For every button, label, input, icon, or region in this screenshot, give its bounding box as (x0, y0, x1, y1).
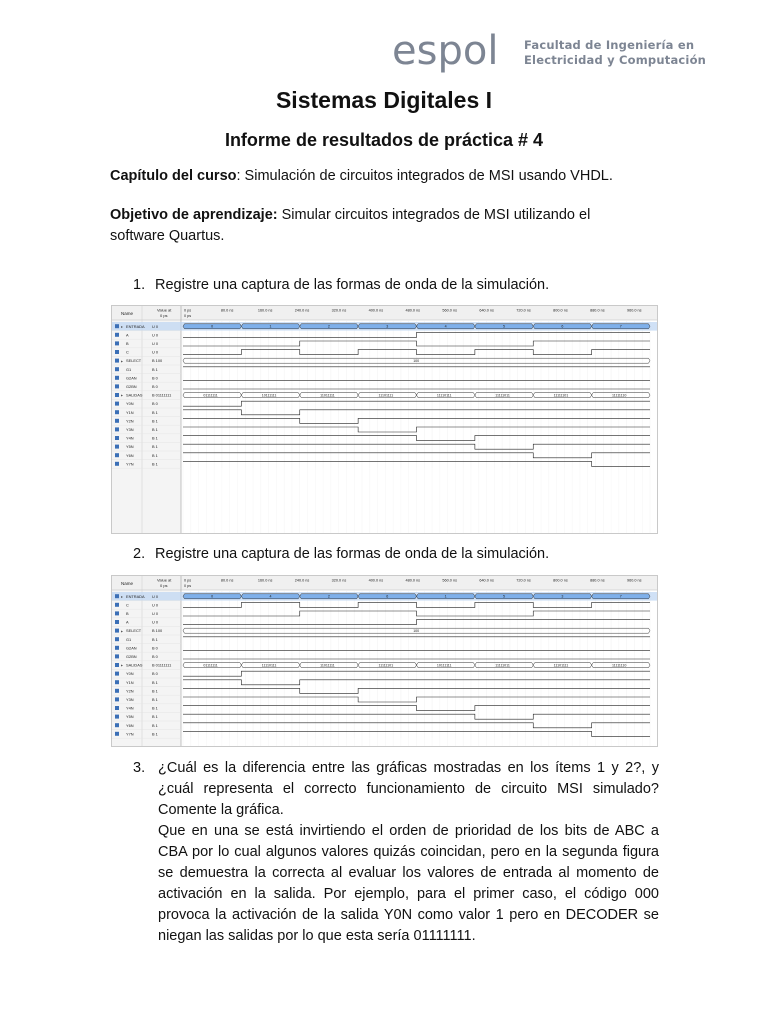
signal-value: U 0 (152, 332, 159, 338)
signal-pin-icon (115, 603, 119, 607)
signal-pin-icon (115, 376, 119, 380)
question-3 (133, 758, 659, 947)
bus-value: 100 (413, 359, 420, 364)
time-tick-label: 320.0 ns (331, 578, 347, 583)
signal-pin-icon (115, 445, 119, 449)
signal-value: U 0 (152, 323, 159, 329)
time-tick-label: 480.0 ns (405, 308, 421, 313)
time-tick-label: 640.0 ns (479, 578, 494, 583)
signal-value: B 1 (152, 435, 158, 441)
signal-pin-icon (115, 706, 119, 710)
time-start-label: 0 ps (184, 584, 192, 588)
waveform-viewer-2 (112, 576, 657, 746)
time-tick-label: 80.0 ns (220, 578, 234, 583)
signal-name: Y4N (126, 705, 134, 711)
bus-value: 10111111 (436, 663, 452, 668)
bus-value: 0 (211, 324, 214, 329)
question-text: ¿Cuál es la diferencia entre las gráficas mostradas en los ítems 1 y 2?, y ¿cuál representa el correcto funcionamiento de circuito MSI simulado? Comente la gráfica. (158, 760, 659, 818)
espol-logo-text: espol (392, 28, 499, 74)
signal-pin-icon (115, 663, 119, 667)
bus-value: 2 (327, 594, 330, 599)
time-tick-label: 880.0 ns (590, 578, 605, 583)
signal-value: B 1 (152, 366, 158, 372)
column-header-name: Name (121, 311, 134, 316)
expand-icon: ▸ (121, 392, 124, 398)
signal-pin-icon (115, 350, 119, 354)
signal-value: U 0 (152, 602, 159, 608)
signal-name: B (126, 341, 129, 346)
bus-value: 7 (619, 324, 622, 329)
signal-value: B 1 (152, 722, 158, 728)
time-tick-label: 560.0 ns (442, 308, 457, 313)
time-tick-label: 960.0 ns (627, 308, 642, 313)
signal-name: Y1N (126, 679, 134, 685)
signal-name: A (126, 619, 129, 625)
signal-value: B 1 (152, 636, 158, 642)
bus-value: 100 (413, 629, 420, 634)
signal-pin-icon (115, 732, 119, 736)
column-header-value: Value at (157, 577, 172, 583)
signal-pin-icon (115, 715, 119, 719)
signal-name: ENTRADA (126, 323, 145, 329)
expand-icon: ▸ (121, 593, 124, 599)
signal-value: B 1 (152, 409, 158, 415)
faculty-line-1: Facultad de Ingeniería en (524, 38, 695, 52)
signal-name: SALIDAS (126, 392, 143, 398)
time-tick-label: 640.0 ns (479, 308, 494, 313)
signal-pin-icon (115, 359, 119, 363)
time-tick-label: 400.0 ns (368, 308, 384, 313)
signal-pin-icon (115, 410, 119, 414)
signal-pin-icon (115, 341, 119, 345)
bus-value: 11111011 (495, 663, 510, 668)
objective-paragraph (110, 205, 635, 247)
answer-text: Que en una se está invirtiendo el orden de prioridad de los bits de ABC a CBA por lo cual algunos valores quizás coincidan, pero en la segunda figura se demuestra la correcta al evaluar los valores de entrada al momento de activación en la salida. Por ejemplo, para el primer caso, el código 000 provoca la activación de la salida Y0N como valor 1 pero en DECODER se niegan las salidas por lo que esta sería 01111111. (158, 823, 659, 944)
bus-value: 11111101 (553, 393, 569, 398)
bus-value: 3 (561, 594, 564, 599)
column-header-value: Value at (157, 307, 172, 313)
time-tick-label: 0 ps (184, 578, 192, 583)
signal-pin-icon (115, 637, 119, 641)
list-item-text: Registre una captura de las formas de onda de la simulación. (155, 546, 550, 562)
chapter-paragraph (110, 166, 660, 187)
signal-pin-icon (115, 324, 119, 328)
bus-value: 10111111 (261, 393, 277, 398)
signal-value: U 0 (152, 349, 159, 355)
signal-value: B 1 (152, 461, 158, 467)
bus-value: 11011111 (320, 393, 335, 398)
signal-value: B 100 (152, 628, 163, 634)
signal-value: B 1 (152, 427, 158, 432)
bus-value: 6 (561, 324, 564, 329)
chapter-text: : Simulación de circuitos integrados de MSI usando VHDL. (236, 168, 613, 184)
bus-value: 1 (444, 594, 447, 599)
signal-value: B 0 (152, 671, 158, 677)
signal-value: B 01111111 (152, 392, 172, 398)
expand-icon: ▸ (121, 628, 124, 634)
signal-pin-icon (115, 333, 119, 337)
time-tick-label: 800.0 ns (553, 578, 568, 583)
signal-name: Y7N (126, 461, 134, 467)
bus-value: 11111110 (612, 663, 627, 668)
signal-pin-icon (115, 611, 119, 615)
signal-pin-icon (115, 629, 119, 633)
time-tick-label: 320.0 ns (331, 308, 347, 313)
time-tick-label: 400.0 ns (368, 578, 384, 583)
bus-value: 7 (619, 594, 622, 599)
time-tick-label: 80.0 ns (220, 308, 234, 313)
bus-value: 4 (444, 324, 447, 329)
signal-pin-icon (115, 402, 119, 406)
time-tick-label: 720.0 ns (516, 308, 531, 313)
signal-value: B 1 (152, 705, 158, 711)
signal-name: SELECT (126, 358, 142, 364)
signal-pin-icon (115, 723, 119, 727)
signal-name: B (126, 611, 129, 616)
signal-name: G2BN (126, 384, 137, 389)
signal-value: B 0 (152, 645, 158, 651)
signal-value: B 1 (152, 679, 158, 685)
signal-pin-icon (115, 646, 119, 650)
column-header-value-time: 0 ps (160, 313, 168, 318)
signal-pin-icon (115, 384, 119, 388)
signal-name: Y1N (126, 409, 134, 415)
waveform-screenshot-2 (111, 575, 658, 747)
signal-name: Y7N (126, 731, 134, 737)
time-tick-label: 240.0 ns (294, 308, 310, 313)
signal-value: B 1 (152, 714, 158, 720)
signal-pin-icon (115, 697, 119, 701)
bus-value: 11110111 (436, 393, 452, 398)
time-start-label: 0 ps (184, 314, 192, 318)
signal-name: ENTRADA (126, 593, 145, 599)
bus-value: 3 (386, 324, 389, 329)
signal-name: Y0N (126, 671, 134, 677)
signal-name: Y5N (126, 444, 134, 450)
signal-value: B 1 (152, 452, 158, 458)
bus-value: 01111111 (203, 663, 218, 668)
expand-icon: ▸ (121, 323, 124, 329)
bus-value: 11111110 (612, 393, 627, 398)
signal-name: G2AN (126, 375, 137, 381)
signal-value: B 1 (152, 688, 158, 694)
signal-value: B 0 (152, 401, 158, 407)
time-tick-label: 960.0 ns (627, 578, 642, 583)
signal-pin-icon (115, 393, 119, 397)
signal-pin-icon (115, 462, 119, 466)
signal-name: Y2N (126, 418, 134, 424)
column-header-value-time: 0 ps (160, 583, 168, 588)
signal-value: B 0 (152, 654, 158, 659)
signal-pin-icon (115, 654, 119, 658)
espol-logo (392, 26, 512, 78)
time-tick-label: 880.0 ns (590, 308, 605, 313)
signal-value: B 1 (152, 444, 158, 450)
waveform-screenshot-1 (111, 305, 658, 534)
bus-value: 5 (502, 594, 505, 599)
expand-icon: ▸ (121, 358, 124, 364)
signal-pin-icon (115, 367, 119, 371)
bus-value: 5 (502, 324, 505, 329)
time-tick-label: 160.0 ns (257, 578, 273, 583)
time-tick-label: 480.0 ns (405, 578, 421, 583)
time-tick-label: 240.0 ns (294, 578, 310, 583)
signal-name: SELECT (126, 628, 142, 634)
bus-value: 4 (269, 594, 272, 599)
time-tick-label: 160.0 ns (257, 308, 273, 313)
signal-value: U 0 (152, 341, 159, 346)
bus-value: 11011111 (320, 663, 335, 668)
signal-name: Y5N (126, 714, 134, 720)
bus-value: 0 (211, 594, 214, 599)
bus-value: 11101111 (553, 663, 569, 668)
bus-value: 11110111 (261, 663, 277, 668)
signal-value: B 0 (152, 384, 158, 389)
bus-value: 11111101 (378, 663, 394, 668)
signal-name: SALIDAS (126, 662, 143, 668)
time-tick-label: 720.0 ns (516, 578, 531, 583)
signal-value: B 1 (152, 697, 158, 702)
list-item-number: 2. (133, 546, 146, 562)
signal-value: U 0 (152, 619, 159, 625)
signal-pin-icon (115, 680, 119, 684)
signal-pin-icon (115, 436, 119, 440)
signal-pin-icon (115, 594, 119, 598)
chapter-label: Capítulo del curso (110, 168, 237, 184)
bus-value: 01111111 (203, 393, 218, 398)
objective-label: Objetivo de aprendizaje: (110, 207, 278, 223)
list-item-number: 1. (133, 277, 146, 293)
objective-text: Simular circuitos integrados de MSI utilizando el software Quartus. (110, 207, 591, 244)
signal-value: B 0 (152, 375, 158, 381)
signal-value: U 0 (152, 593, 159, 599)
signal-value: B 100 (152, 358, 163, 364)
signal-name: C (126, 349, 129, 355)
time-tick-label: 560.0 ns (442, 578, 457, 583)
signal-name: C (126, 602, 129, 608)
page-title: Sistemas Digitales I (275, 87, 493, 113)
signal-name: G1 (126, 636, 132, 642)
signal-pin-icon (115, 689, 119, 693)
expand-icon: ▸ (121, 662, 124, 668)
list-item-text: Registre una captura de las formas de onda de la simulación. (155, 277, 550, 293)
signal-pin-icon (115, 620, 119, 624)
signal-name: G2AN (126, 645, 137, 651)
signal-name: Y6N (126, 452, 134, 458)
faculty-line-2: Electricidad y Computación (524, 53, 707, 67)
signal-pin-icon (115, 427, 119, 431)
bus-value: 6 (386, 594, 389, 599)
signal-name: Y0N (126, 401, 134, 407)
time-tick-label: 0 ps (184, 308, 192, 313)
bus-value: 2 (327, 324, 330, 329)
signal-name: Y6N (126, 722, 134, 728)
signal-pin-icon (115, 419, 119, 423)
time-tick-label: 800.0 ns (553, 308, 568, 313)
signal-value: B 1 (152, 418, 158, 424)
signal-name: Y3N (126, 427, 134, 432)
signal-name: Y3N (126, 697, 134, 702)
signal-value: B 1 (152, 731, 158, 737)
signal-value: U 0 (152, 611, 159, 616)
bus-value: 1 (269, 324, 272, 329)
column-header-name: Name (121, 581, 134, 586)
signal-name: Y4N (126, 435, 134, 441)
signal-name: G2BN (126, 654, 137, 659)
page-subtitle: Informe de resultados de práctica # 4 (224, 130, 544, 150)
question-number: 3. (133, 760, 146, 776)
signal-pin-icon (115, 672, 119, 676)
bus-value: 11101111 (378, 393, 394, 398)
list-item-1 (133, 277, 549, 293)
waveform-viewer-1 (112, 306, 657, 533)
signal-name: Y2N (126, 688, 134, 694)
signal-pin-icon (115, 453, 119, 457)
signal-value: B 01111111 (152, 662, 172, 668)
list-item-2 (133, 546, 549, 562)
signal-name: G1 (126, 366, 132, 372)
signal-name: A (126, 332, 129, 338)
bus-value: 11111011 (495, 393, 510, 398)
